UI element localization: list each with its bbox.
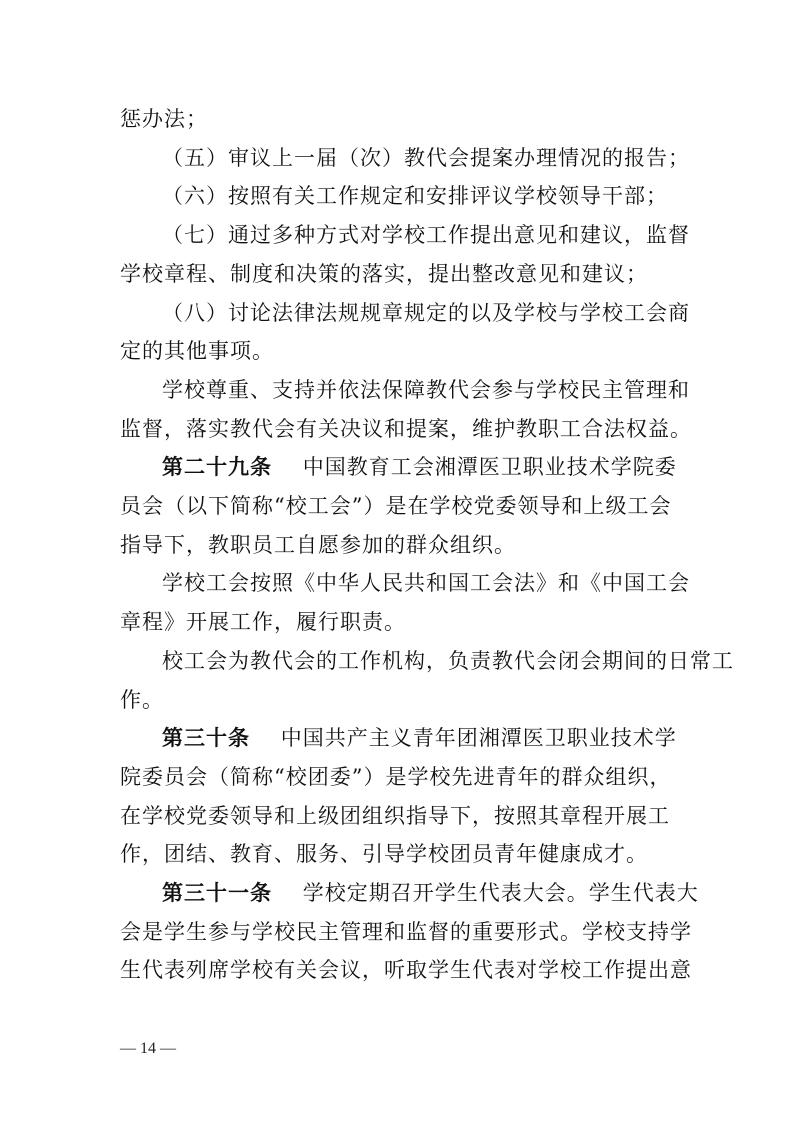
line-text: 定的其他事项。 — [120, 339, 274, 364]
line-text: 院委员会（简称“校团委”）是学校先进青年的群众组织， — [120, 764, 672, 789]
line-text: （六）按照有关工作规定和安排评议学校领导干部； — [162, 184, 668, 209]
article-gap — [250, 726, 281, 750]
line-text: 在学校党委领导和上级团组织指导下，按照其章程开展工 — [120, 803, 670, 828]
text-line — [120, 530, 793, 560]
text-line — [120, 104, 793, 134]
article-number: 第二十九条 — [162, 455, 272, 480]
line-text: （七）通过多种方式对学校工作提出意见和建议，监督 — [162, 223, 690, 248]
line-text: 学校章程、制度和决策的落实，提出整改意见和建议； — [120, 261, 648, 286]
line-text: 章程》开展工作，履行职责。 — [120, 610, 406, 635]
text-line — [162, 375, 793, 405]
text-line — [120, 259, 793, 289]
article-gap — [272, 455, 303, 479]
text-line — [120, 607, 793, 637]
text-line — [162, 143, 793, 173]
page-number: — 14 — — [120, 1040, 176, 1057]
text-line — [162, 181, 793, 211]
text-line — [120, 762, 793, 792]
line-text: 指导下，教职员工自愿参加的群众组织。 — [120, 532, 516, 557]
article-heading-line — [162, 452, 793, 482]
text-line — [120, 801, 793, 831]
article-heading-line — [162, 723, 793, 753]
article-text: 学校定期召开学生代表大会。学生代表大 — [302, 881, 699, 905]
text-line — [120, 917, 793, 947]
line-text: 员会（以下简称“校工会”）是在学校党委领导和上级工会 — [120, 494, 672, 518]
article-number: 第三十一条 — [162, 881, 272, 905]
line-text: （五）审议上一届（次）教代会提案办理情况的报告； — [162, 145, 690, 170]
line-text: 作，团结、教育、服务、引导学校团员青年健康成才。 — [120, 842, 648, 867]
line-text: 会是学生参与学校民主管理和监督的重要形式。学校支持学 — [120, 919, 692, 944]
text-line — [120, 839, 793, 869]
text-line — [162, 646, 793, 676]
line-text: 学校工会按照《中华人民共和国工会法》和《中国工会 — [162, 571, 690, 596]
text-line — [120, 955, 793, 985]
text-line — [120, 491, 793, 521]
line-text: （八）讨论法律法规规章规定的以及学校与学校工会商 — [162, 300, 690, 325]
article-text: 中国共产主义青年团湘潭医卫职业技术学 — [280, 726, 677, 751]
line-text: 作。 — [120, 687, 164, 712]
article-number: 第三十条 — [162, 726, 250, 751]
text-line — [162, 220, 793, 250]
line-text: 惩办法； — [120, 107, 208, 131]
text-line — [120, 414, 793, 444]
text-line — [120, 336, 793, 366]
text-line — [162, 568, 793, 598]
article-text: 中国教育工会湘潭医卫职业技术学院委 — [302, 455, 677, 480]
text-line — [120, 685, 793, 715]
article-gap — [272, 881, 303, 905]
line-text: 监督，落实教代会有关决议和提案，维护教职工合法权益。 — [120, 416, 692, 441]
line-text: 生代表列席学校有关会议，听取学生代表对学校工作提出意 — [120, 958, 692, 983]
line-text: 校工会为教代会的工作机构，负责教代会闭会期间的日常工 — [162, 648, 734, 673]
article-heading-line — [162, 878, 793, 908]
text-line — [162, 298, 793, 328]
line-text: 学校尊重、支持并依法保障教代会参与学校民主管理和 — [162, 377, 690, 402]
